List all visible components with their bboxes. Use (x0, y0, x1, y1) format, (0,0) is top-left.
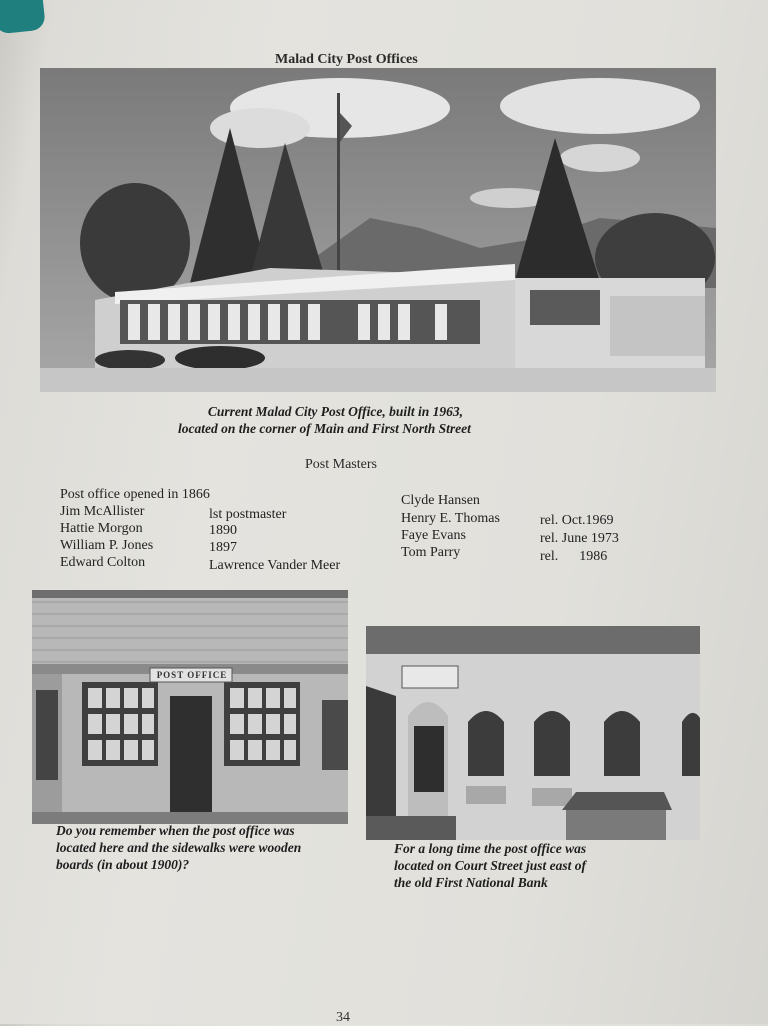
caption-line: located here and the sidewalks were wooden (56, 840, 302, 855)
postmaster-name: Post office opened in 1866 (60, 487, 210, 502)
postmaster-name: Henry E. Thomas (401, 511, 500, 526)
postmaster-note: Lawrence Vander Meer (209, 558, 341, 573)
postmasters-heading: Post Masters (305, 457, 377, 472)
caption-line: boards (in about 1900)? (56, 857, 190, 872)
postmaster-note: rel. Oct.1969 (540, 513, 614, 528)
postmaster-name: Edward Colton (60, 555, 146, 570)
postmaster-note: rel. June 1973 (540, 531, 619, 546)
current-post-office-caption (178, 403, 471, 437)
post-office-sign: POST OFFICE (156, 670, 228, 680)
postmaster-name: Hattie Morgon (60, 521, 143, 536)
page-number: 34 (336, 1010, 350, 1025)
caption-line: located on the corner of Main and First North Street (178, 421, 471, 436)
page-title: Malad City Post Offices (275, 52, 418, 67)
wooden-post-office-caption (56, 822, 301, 873)
postmaster-name: Clyde Hansen (401, 493, 480, 508)
postmaster-note: rel. 1986 (540, 549, 608, 564)
caption-line: For a long time the post office was (394, 841, 587, 856)
current-post-office-photo (40, 68, 716, 392)
page-tab-marker (0, 0, 46, 35)
caption-line: Do you remember when the post office was (56, 823, 295, 838)
postmaster-name: Jim McAllister (60, 504, 145, 519)
postmaster-name: William P. Jones (60, 538, 154, 553)
postmaster-note: 1897 (209, 540, 237, 555)
court-street-post-office-photo (366, 626, 700, 840)
postmaster-note: lst postmaster (209, 507, 287, 522)
caption-line: located on Court Street just east of (394, 858, 587, 873)
caption-line: the old First National Bank (394, 875, 548, 890)
postmaster-name: Faye Evans (401, 528, 466, 543)
court-street-caption (394, 840, 586, 891)
caption-line: Current Malad City Post Office, built in 1963, (207, 404, 464, 419)
postmaster-note: 1890 (209, 523, 237, 538)
wooden-post-office-photo (32, 590, 348, 824)
postmaster-name: Tom Parry (401, 545, 461, 560)
